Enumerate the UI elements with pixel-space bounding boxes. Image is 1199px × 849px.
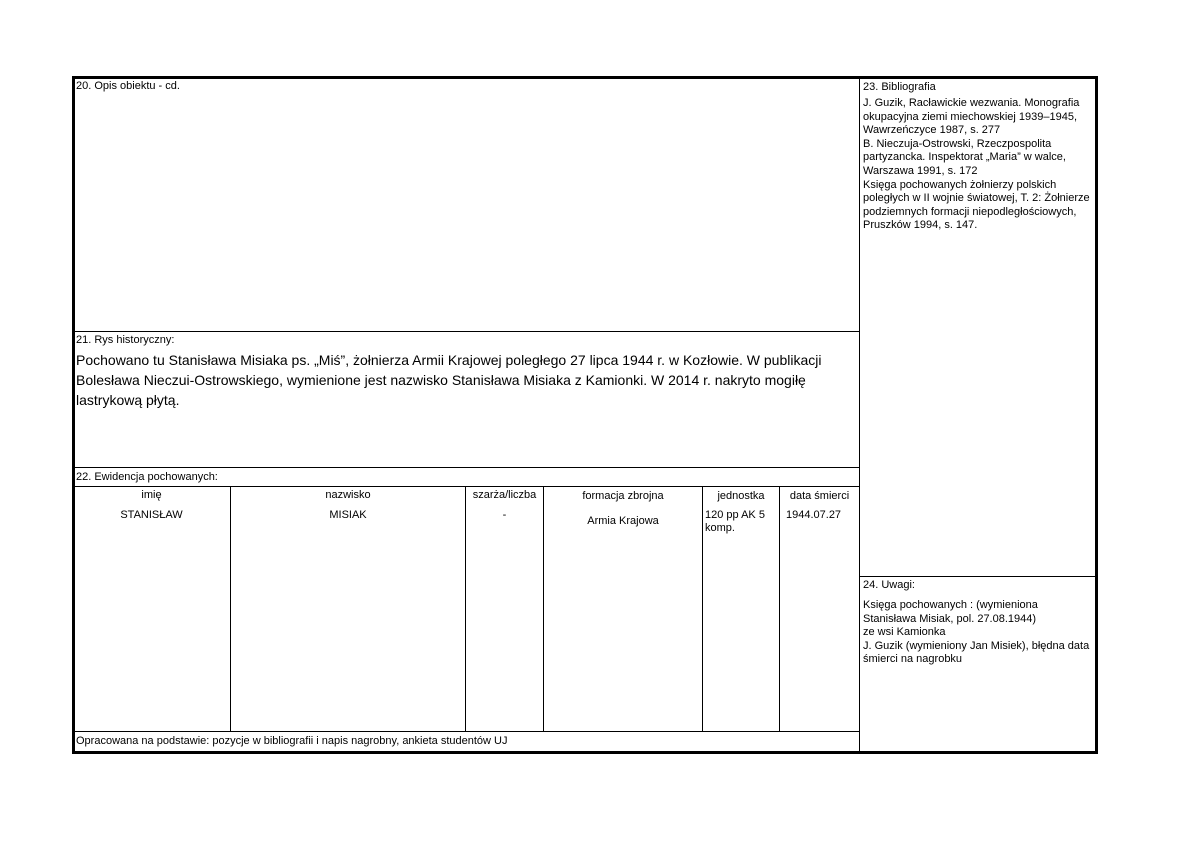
row-data: 1944.07.27	[786, 509, 842, 521]
bibliografia-label: 23. Bibliografia	[863, 81, 936, 93]
opis-label: 20. Opis obiektu - cd.	[76, 80, 180, 92]
footer-text: Opracowana na podstawie: pozycje w bibliografii i napis nagrobny, ankieta studentów UJ	[76, 735, 508, 747]
uwagi-label: 24. Uwagi:	[863, 579, 915, 591]
row-szarza: -	[502, 509, 507, 521]
uwagi-text: Księga pochowanych : (wymieniona Stanisława Misiak, pol. 27.08.1944) ze wsi Kamionka J. Guzik (wymieniony Jan Misiek), błędna data śmierci na nagrobku	[863, 599, 1090, 666]
header-szarza: szarża/liczba	[472, 489, 537, 501]
col-line-5	[779, 487, 780, 731]
rys-label: 21. Rys historyczny:	[76, 334, 175, 346]
divider-bibliografia-uwagi	[860, 576, 1097, 577]
header-imie: imię	[141, 489, 162, 501]
row-jednostka: 120 pp AK 5 komp.	[705, 509, 765, 534]
bibliografia-text: J. Guzik, Racławickie wezwania. Monografia okupacyjna ziemi miechowskiej 1939–1945, Wawrzeńczyce 1987, s. 277 B. Nieczuja-Ostrowski, Rzeczpospolita partyzancka. Inspektorat „Maria” w walce, Warszawa 1991, s. 172 Księga pochowanych żołnierzy polskich poległych w II wojnie światowej, T. 2: Żołnierze podziemnych formacji niepodległościowych, Pruszków 1994, s. 147.	[863, 97, 1090, 232]
col-line-1	[230, 487, 231, 731]
header-nazwisko: nazwisko	[325, 489, 371, 501]
row-imie: STANISŁAW	[120, 509, 183, 521]
divider-opis-rys	[73, 331, 860, 332]
header-data: data śmierci	[789, 490, 850, 502]
rys-text: Pochowano tu Stanisława Misiaka ps. „Miś”, żołnierza Armii Krajowej poległego 27 lipca 1944 r. w Kozłowie. W publikacji Bolesława Nieczui-Ostrowskiego, wymienione jest nazwisko Stanisława Misiaka z Kamionki. W 2014 r. nakryto mogiłę lastrykową płytą.	[76, 352, 822, 408]
divider-ewidencja-header	[73, 486, 860, 487]
divider-footer	[73, 731, 860, 732]
header-jednostka: jednostka	[717, 490, 765, 502]
col-line-4	[702, 487, 703, 731]
divider-rys-ewidencja	[73, 467, 860, 468]
column-divider	[859, 77, 860, 753]
col-line-2	[465, 487, 466, 731]
row-nazwisko: MISIAK	[329, 509, 367, 521]
header-formacja: formacja zbrojna	[582, 490, 664, 502]
row-formacja: Armia Krajowa	[587, 515, 659, 527]
ewidencja-label: 22. Ewidencja pochowanych:	[76, 471, 218, 483]
